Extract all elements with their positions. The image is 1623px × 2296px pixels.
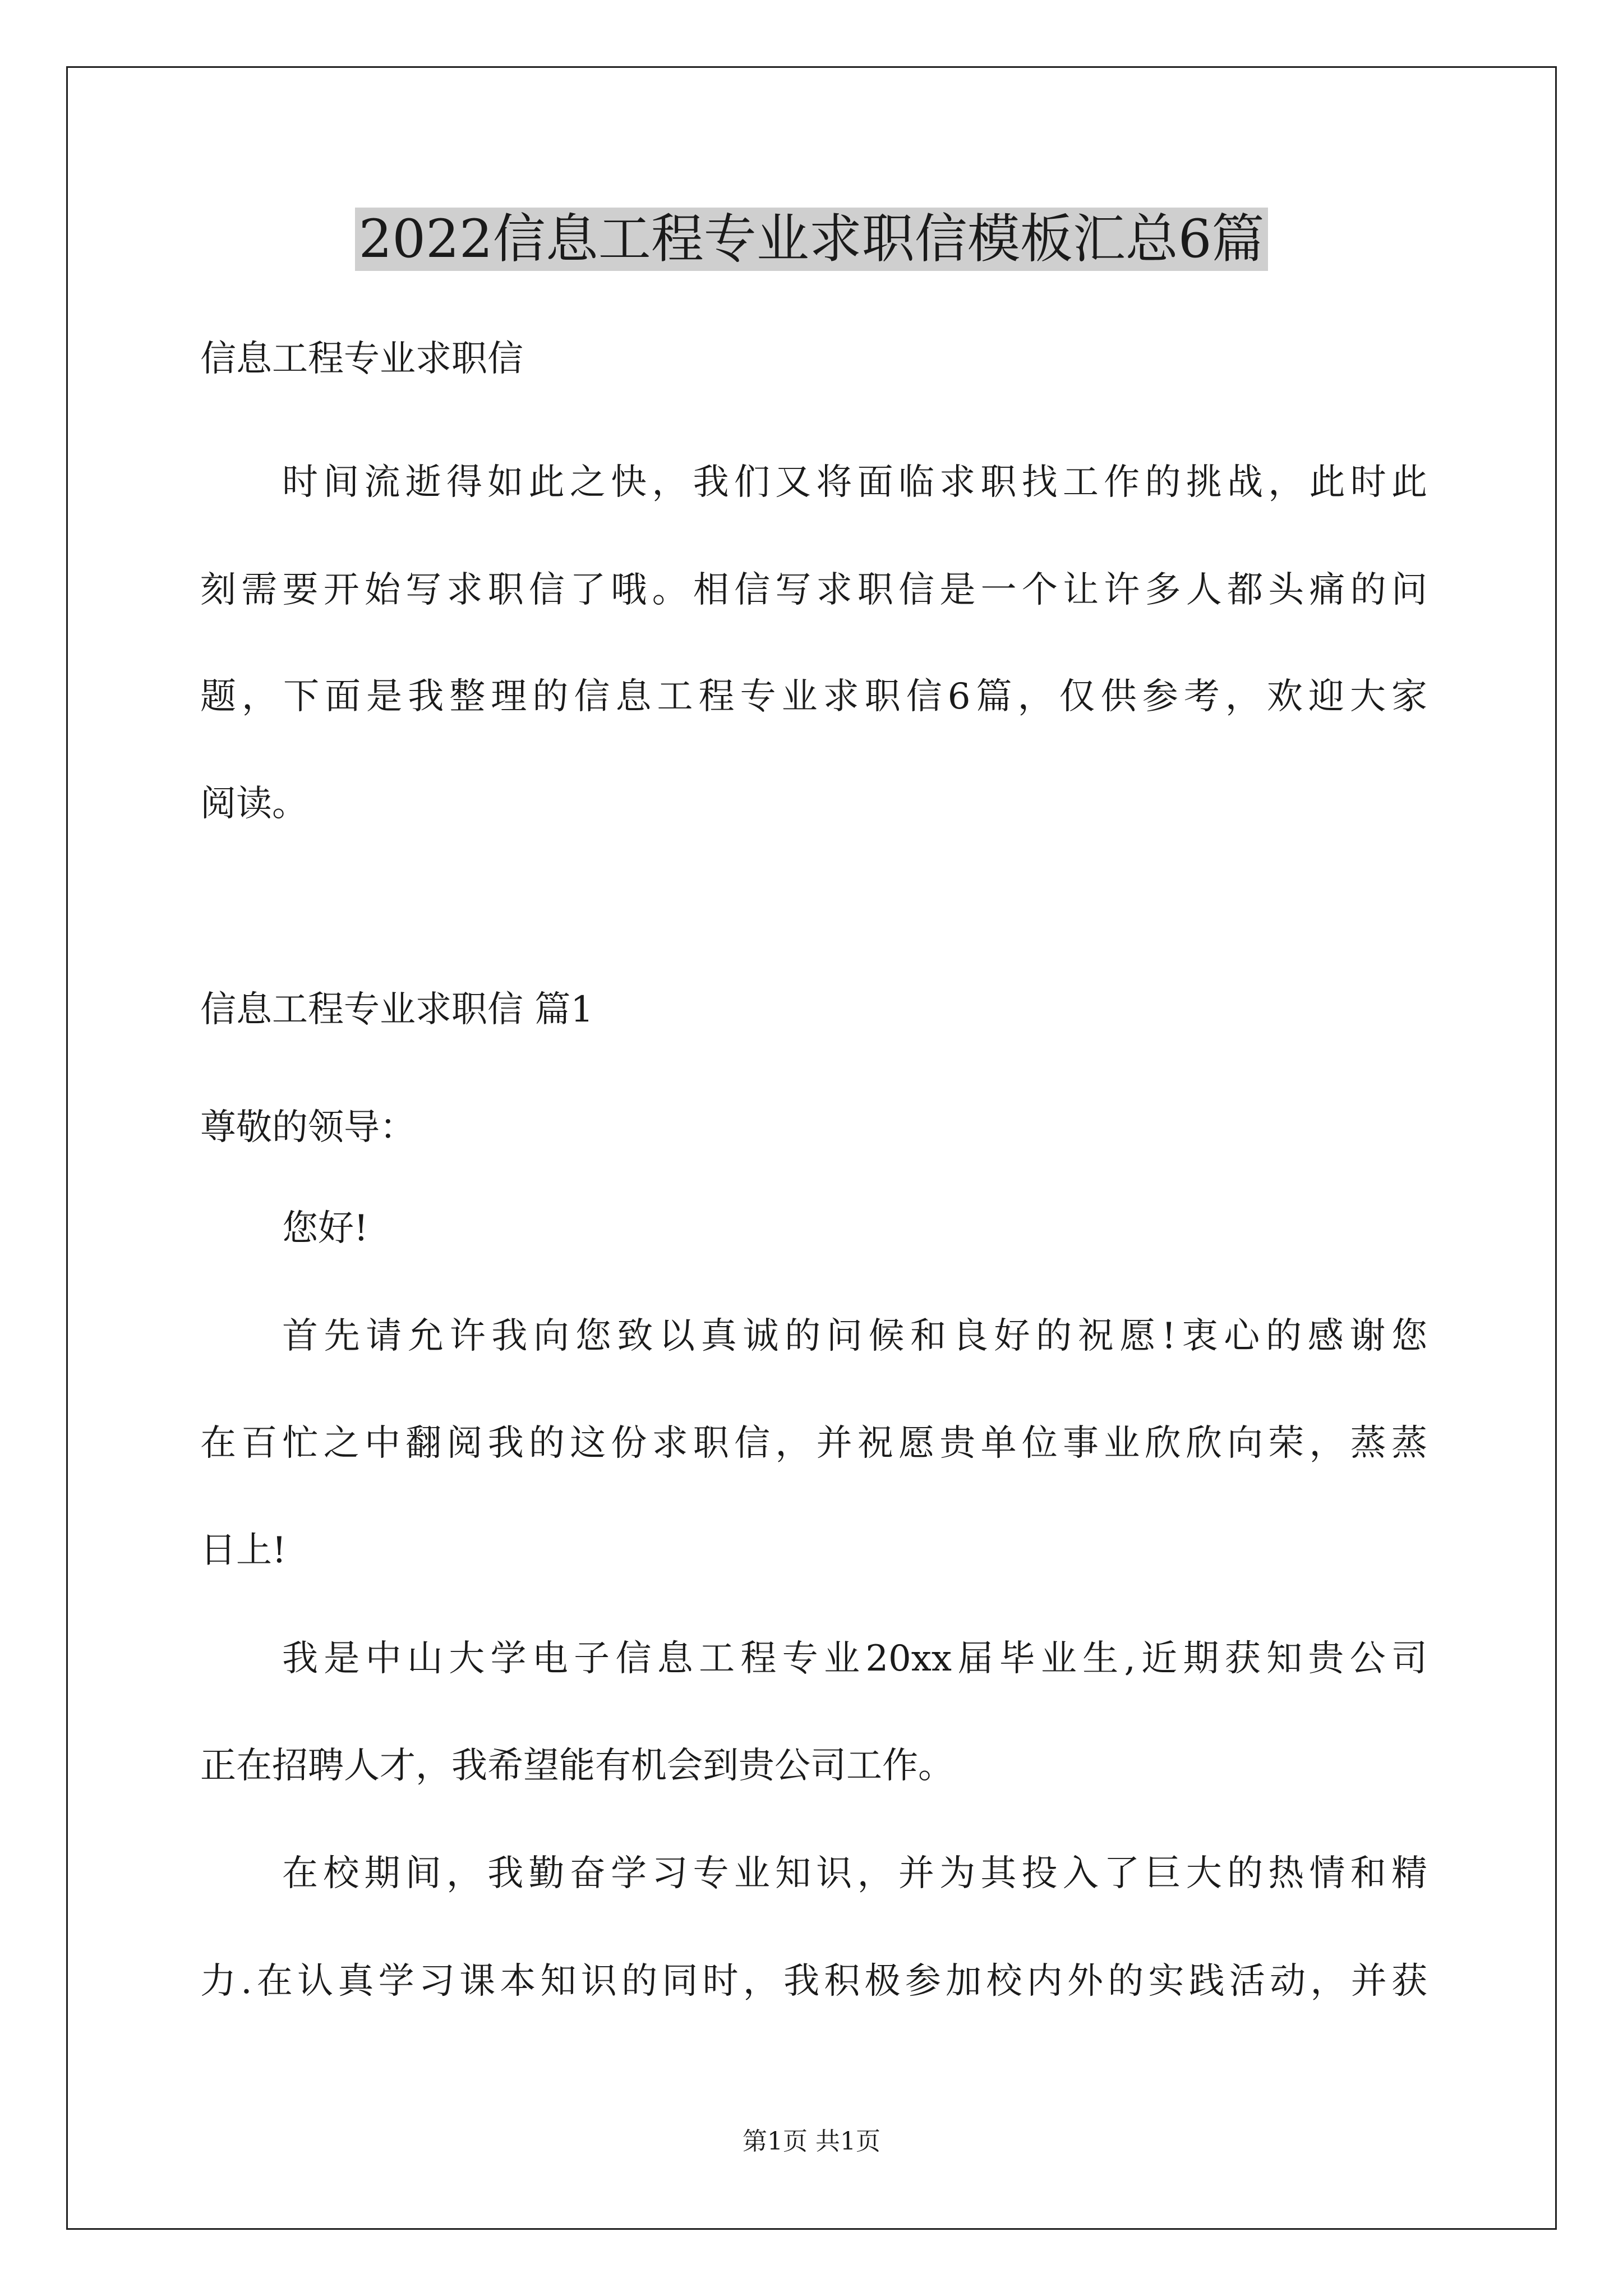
salutation: 尊敬的领导： xyxy=(200,1107,416,1148)
intro-line-3: 题，下面是我整理的信息工程专业求职信6篇，仅供参考，欢迎大家 xyxy=(200,676,1427,717)
intro-line-1: 时间流逝得如此之快，我们又将面临求职找工作的挑战，此时此 xyxy=(282,462,1427,503)
body-line-4: 我是中山大学电子信息工程专业20xx届毕业生,近期获知贵公司 xyxy=(282,1638,1427,1680)
intro-line-2: 刻需要开始写求职信了哦。相信写求职信是一个让许多人都头痛的问 xyxy=(200,569,1427,611)
page-footer xyxy=(0,2126,1623,2157)
body-line-2: 在百忙之中翻阅我的这份求职信，并祝愿贵单位事业欣欣向荣，蒸蒸 xyxy=(200,1423,1427,1464)
body-line-6: 在校期间，我勤奋学习专业知识，并为其投入了巨大的热情和精 xyxy=(282,1853,1427,1894)
greeting: 您好! xyxy=(282,1208,368,1249)
body-line-3: 日上! xyxy=(200,1530,287,1571)
document-title xyxy=(0,203,1623,276)
page-number: 第1页 共1页 xyxy=(743,2127,880,2156)
document-title-text: 2022信息工程专业求职信模板汇总6篇 xyxy=(355,208,1267,271)
body-line-7: 力.在认真学习课本知识的同时，我积极参加校内外的实践活动，并获 xyxy=(200,1961,1427,2002)
intro-heading: 信息工程专业求职信 xyxy=(200,338,523,380)
body-line-5: 正在招聘人才，我希望能有机会到贵公司工作。 xyxy=(200,1745,954,1787)
body-line-1: 首先请允许我向您致以真诚的问候和良好的祝愿!衷心的感谢您 xyxy=(282,1315,1427,1357)
section-heading: 信息工程专业求职信 篇1 xyxy=(200,989,594,1030)
intro-line-4: 阅读。 xyxy=(200,783,308,825)
